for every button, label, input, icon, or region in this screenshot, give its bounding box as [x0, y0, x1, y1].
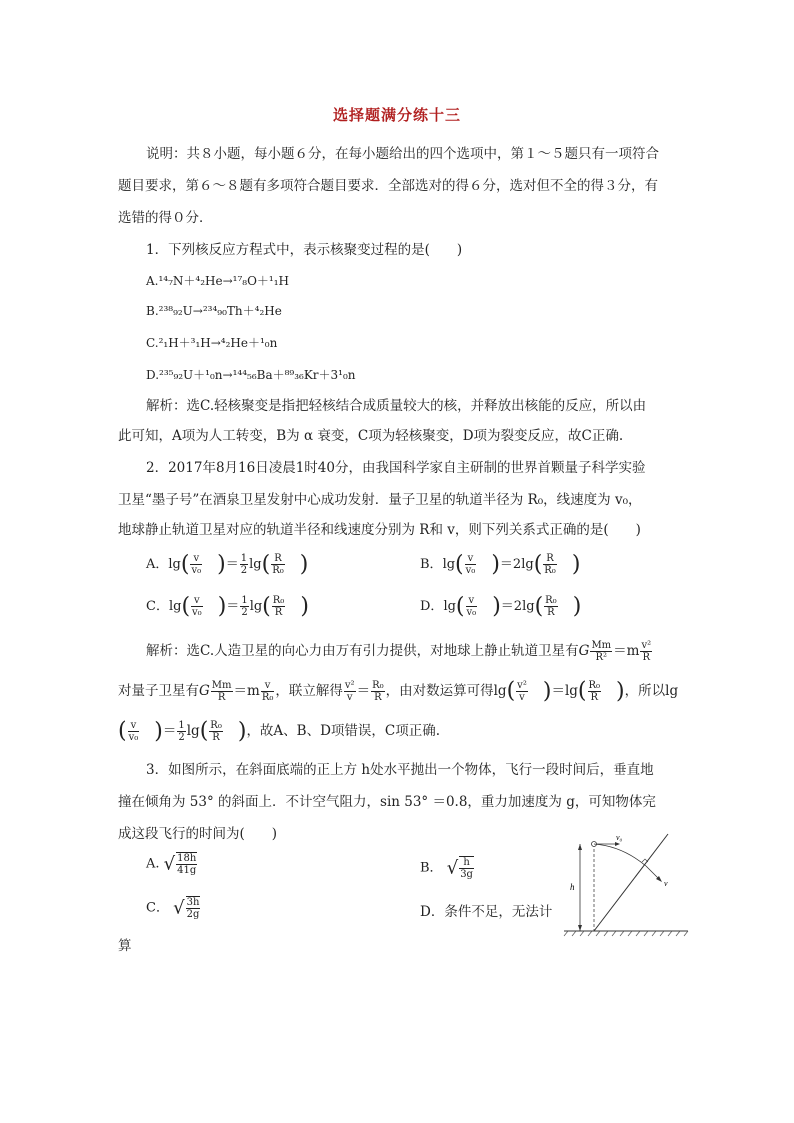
text: ，由对数运算可得 [385, 683, 494, 699]
den: 2 [240, 565, 248, 576]
lg: lg [249, 599, 263, 614]
intro-line-3: 选错的得０分． [118, 210, 213, 226]
q2-b-label: B． [420, 557, 443, 572]
den: v₀ [465, 565, 476, 576]
q1-stem: 1．下列核反应方程式中，表示核聚变过程的是( ) [146, 242, 463, 258]
q2-option-a: A．lg( $\frac{v}{\text{v₀}}$ )＝ $\frac{1}{2}$ lg( $\frac{R}{\text{R₀}}$ ) [146, 552, 309, 577]
num: Mm [591, 640, 612, 651]
den: R [642, 652, 651, 663]
lg: lg [443, 599, 456, 614]
text: ，故A、B、D项错误，C项正确. [246, 723, 441, 739]
eq: ＝ [226, 599, 240, 614]
q2-option-d: D．lg( $\frac{v}{\text{v₀}}$ )＝2lg( $\frac{\text{R₀}}{R}$ ) [420, 594, 582, 619]
den: R [374, 692, 382, 703]
eq: ＝ [499, 557, 513, 572]
den: 2 [178, 732, 185, 743]
den: v₀ [128, 732, 139, 743]
lg: lg [442, 557, 456, 572]
num: R₀ [545, 595, 557, 606]
G: G [578, 643, 590, 659]
num: Mm [211, 680, 232, 691]
den: 2g [186, 909, 200, 920]
q2-analysis-2: 对量子卫星有G $\frac{Mm}{R}$ ＝m $\frac{v}{\text{R₀}}$ ，联立解得 $\frac{\text{v²}}{v}$ ＝ $\frac{\text{R₀}}{R}$ ，由对数运算可得lg( $\frac{\text{v²}}{v}$ )＝lg( $\frac{\text{R₀}}{R}$ )，所以lg [118, 678, 679, 704]
den: R [217, 692, 226, 703]
q2-c-label: C． [146, 599, 169, 614]
eq: ＝ [225, 557, 239, 572]
num: h [459, 857, 474, 869]
eq: ＝ [551, 683, 565, 699]
text: ，联立解得 [275, 683, 343, 699]
q1-analysis-2: 此可知，A项为人工转变，B为 α 衰变，C项为轻核聚变，D项为裂变反应，故C正确. [118, 428, 624, 444]
lg: lg [249, 557, 262, 572]
dim-arrow-up [578, 844, 582, 850]
num: R [271, 553, 285, 565]
incline-line [594, 834, 668, 931]
q3-option-b: B． √ $\frac{h}{3g}$ [420, 857, 473, 880]
eq: ＝ [162, 723, 177, 739]
q1-analysis-1: 解析：选C.轻核聚变是指把轻核结合成质量较大的核，并释放出核能的反应，所以由 [146, 398, 647, 414]
q2-stem-3: 地球静止轨道卫星对应的轨道半径和线速度分别为 R和 v，则下列关系式正确的是( ) [118, 522, 641, 538]
label: C． [146, 900, 169, 916]
q3-stem-1: 3．如图所示，在斜面底端的正上方 h处水平抛出一个物体，飞行一段时间后，垂直地 [146, 762, 654, 778]
G: G [199, 683, 210, 699]
den: v₀ [192, 607, 202, 618]
num: v [261, 680, 275, 692]
q2-d-label: D． [420, 599, 444, 614]
q1-option-b: B.²³⁸₉₂U→²³⁴₉₀Th＋⁴₂He [146, 304, 282, 318]
q3-option-a: A. √ $\frac{18h}{41g}$ [146, 853, 197, 876]
den: R [274, 607, 283, 618]
num: v [128, 720, 140, 732]
q2-a-label: A． [146, 557, 169, 572]
text: ，所以 [624, 683, 666, 699]
den: R₀ [544, 565, 556, 576]
num: 1 [178, 720, 185, 731]
den: R₀ [272, 565, 284, 576]
eq: ＝ [356, 683, 371, 699]
intro-line-1: 说明：共８小题，每小题６分，在每小题给出的四个选项中，第１～５题只有一项符合 [146, 146, 659, 162]
two-lg: 2lg [512, 557, 534, 572]
h-label: h [570, 882, 575, 892]
num: 1 [240, 553, 248, 564]
v-label: v [664, 879, 668, 888]
num: 3h [186, 897, 200, 908]
den: R [212, 732, 220, 743]
num: v² [641, 640, 652, 651]
q3-option-c: C． √ $\frac{3h}{2g}$ [146, 897, 200, 920]
den: R₀ [261, 692, 274, 703]
num: v [465, 553, 477, 565]
m: ＝m [613, 643, 640, 659]
q2-analysis-1 [146, 640, 706, 663]
eq: ＝ [500, 599, 514, 614]
q3-stem-2: 撞在倾角为 53° 的斜面上．不计空气阻力，sin 53° ＝0.8，重力加速度为 g，可知物体完 [118, 794, 656, 810]
v0-label: v₀ [616, 833, 623, 842]
num: R₀ [210, 720, 222, 731]
lg: lg [493, 683, 507, 699]
q2-stem-1: 2．2017年8月16日凌晨1时40分，由我国科学家自主研制的世界首颗量子科学实验 [146, 460, 646, 476]
q3-option-d-cont: 算 [118, 938, 132, 954]
dim-arrow-down [578, 925, 582, 931]
den: v₀ [466, 607, 477, 618]
q1-option-c: C.²₁H＋³₁H→⁴₂He＋¹₀n [146, 336, 278, 350]
num: v² [344, 680, 355, 691]
num: 1 [241, 595, 248, 606]
lg: lg [186, 723, 200, 739]
num: R₀ [272, 595, 285, 606]
num: v² [517, 680, 527, 691]
lg: lg [665, 683, 679, 699]
lg: lg [168, 557, 181, 572]
den: R² [595, 652, 608, 663]
lg: lg [168, 599, 182, 614]
q2-analysis-3: ( $\frac{v}{\text{v₀}}$ )＝ $\frac{1}{2}$ lg( $\frac{\text{R₀}}{R}$ )，故A、B、D项错误，C项正确. [118, 718, 441, 744]
two-lg: 2lg [513, 599, 535, 614]
label: B． [420, 860, 443, 876]
trajectory [594, 844, 646, 866]
den: R [590, 692, 599, 703]
q3-stem-3: 成这段飞行的时间为( ) [118, 826, 278, 842]
den: v₀ [191, 565, 202, 576]
q1-option-d: D.²³⁵₉₂U＋¹₀n→¹⁴⁴₅₆Ba＋⁸⁹₃₆Kr＋3¹₀n [146, 368, 356, 382]
num: R₀ [372, 680, 384, 691]
num: 18h [177, 853, 197, 864]
num: R₀ [588, 680, 601, 691]
num: v [466, 595, 478, 607]
den: v [346, 692, 353, 703]
lg: lg [564, 683, 578, 699]
q2-option-c: C．lg( $\frac{v}{\text{v₀}}$ )＝ $\frac{1}{2}$ lg( $\frac{\text{R₀}}{R}$ ) [146, 594, 309, 619]
num: v [190, 553, 202, 565]
num: v [191, 595, 203, 607]
q2-option-b: B．lg( $\frac{v}{\text{v₀}}$ )＝2lg( $\frac{R}{\text{R₀}}$ ) [420, 552, 581, 577]
text: 对量子卫星有 [118, 683, 199, 699]
q2-stem-2: 卫星“墨子号”在酒泉卫星发射中心成功发射．量子卫星的轨道半径为 R₀，线速度为 v₀， [118, 492, 642, 508]
q2-analysis-text: 解析：选C.人造卫星的向心力由万有引力提供，对地球上静止轨道卫星有 [146, 643, 579, 659]
q1-option-a: A.¹⁴₇N＋⁴₂He→¹⁷₈O＋¹₁H [146, 274, 290, 288]
intro-line-2: 题目要求，第６～８题有多项符合题目要求．全部选对的得６分，选对但不全的得３分，有 [118, 178, 658, 194]
projectile-figure [560, 828, 692, 940]
den: 2 [241, 607, 248, 618]
v0-arrowhead [615, 842, 620, 846]
den: 3g [460, 869, 473, 880]
den: v [519, 692, 525, 703]
den: R [547, 607, 555, 618]
page-title: 选择题满分练十三 [332, 106, 461, 124]
m: ＝m [233, 683, 260, 699]
label: A. [146, 856, 160, 872]
num: R [543, 553, 557, 565]
q3-option-d: D．条件不足，无法计 [420, 904, 553, 920]
ground-hatch [564, 931, 688, 936]
den: 41g [177, 865, 197, 876]
